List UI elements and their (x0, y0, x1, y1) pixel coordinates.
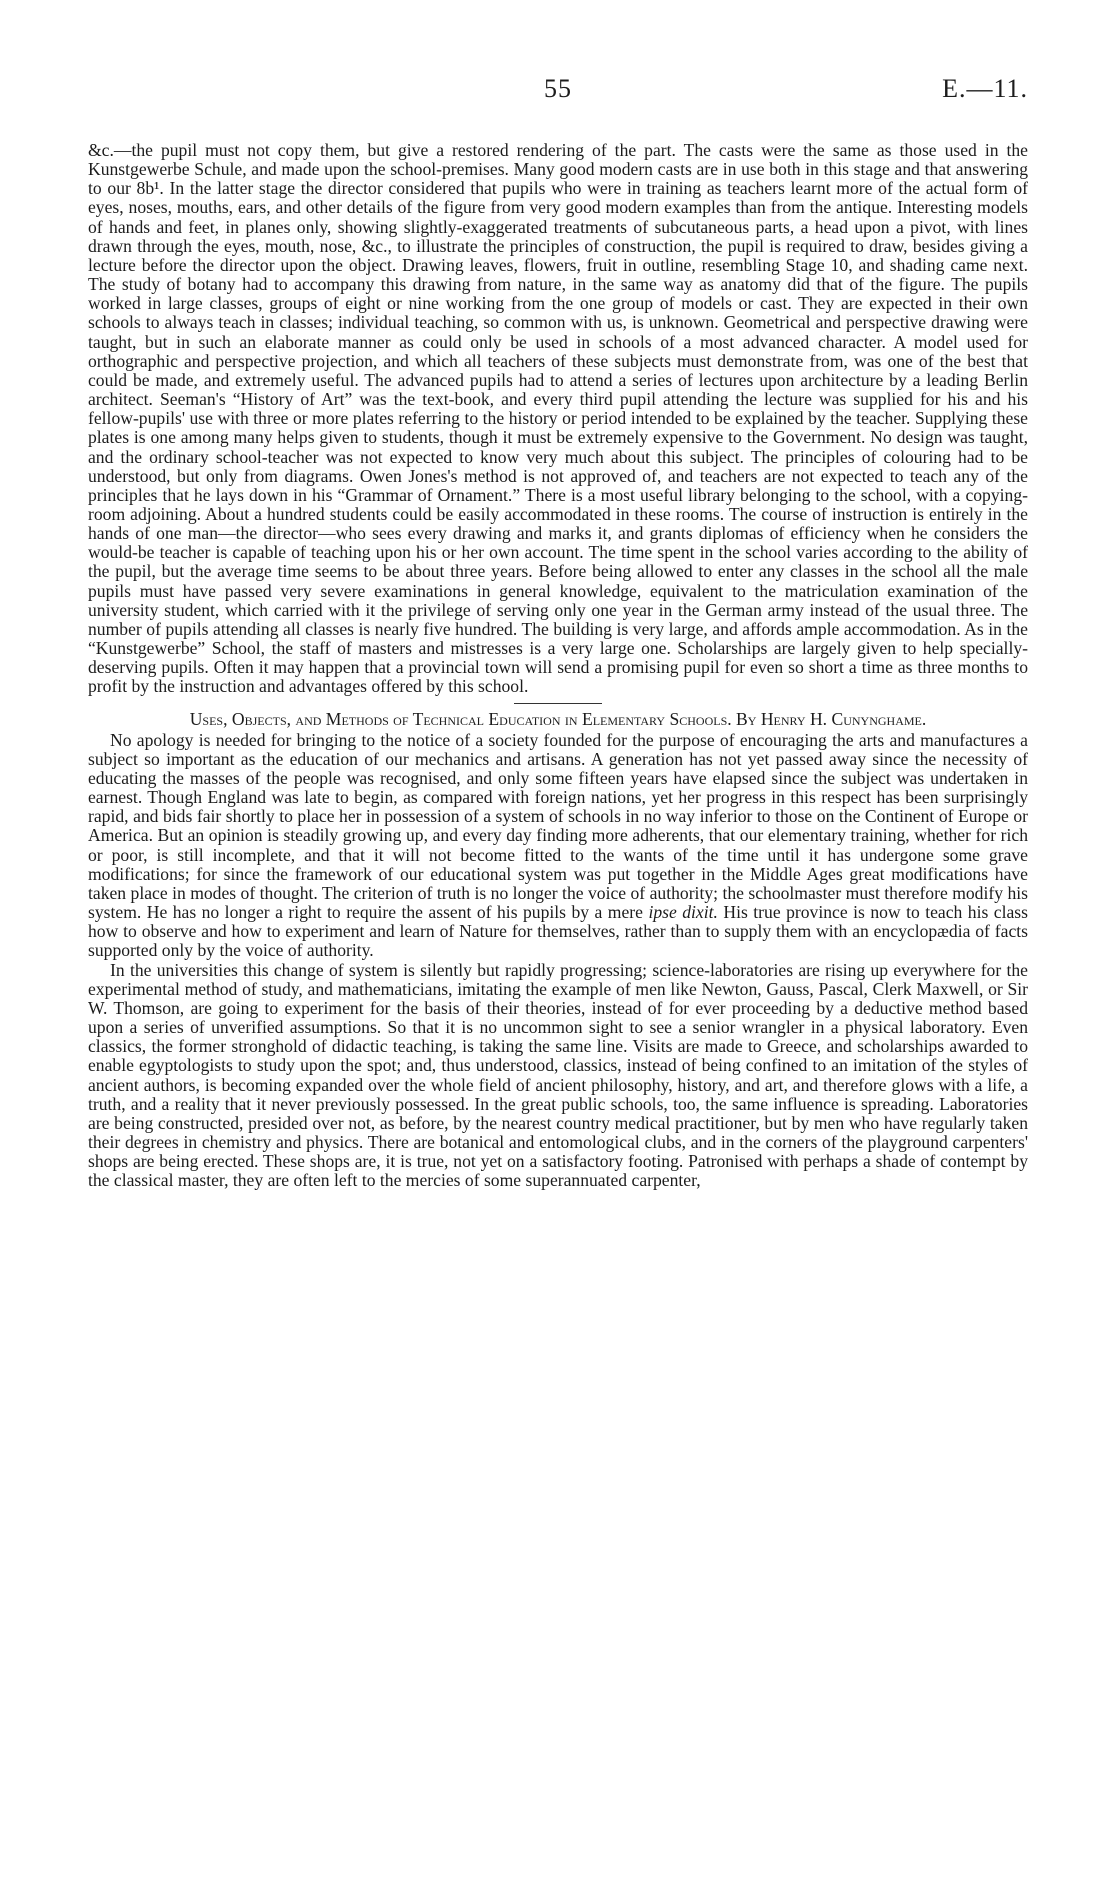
article-heading: Uses, Objects, and Methods of Technical Education in Elementary Schools. By Henry H. Cunynghame. (189, 708, 927, 729)
document-reference: E.—11. (942, 74, 1028, 103)
section-divider (514, 703, 602, 704)
body-text (88, 141, 1028, 1190)
running-head (88, 74, 1028, 108)
page-number: 55 (544, 74, 572, 103)
paragraph-1-text-b: His true province is now to teach his class how to observe and how to experiment and learn of Nature for themselves, rather than to supply them with an encyclopædia of facts supported only by the voice of authority. (88, 902, 1028, 961)
article-paragraph-1 (88, 731, 1028, 961)
article-paragraph-2: In the universities this change of system is silently but rapidly progressing; science-laboratories are rising up everywhere for the experimental method of study, and mathematicians, imitating the example of men like Newton, Gauss, Pascal, Clerk Maxwell, or Sir W. Thomson, are going to experiment for the basis of their theories, instead of for ever proceeding by a deductive method based upon a series of unverified assumptions. So that it is no uncommon sight to see a senior wrangler in a physical laboratory. Even classics, the former stronghold of didactic teaching, is taking the same line. Visits are made to Greece, and scholarships awarded to enable egyptologists to study upon the spot; and, thus understood, classics, instead of being confined to an imitation of the styles of ancient authors, is becoming expanded over the whole field of ancient philosophy, history, and art, and therefore glows with a life, a truth, and a reality that it never previously possessed. In the great public schools, too, the same influence is spreading. Laboratories are being constructed, presided over not, as before, by the nearest country medical practitioner, but by men who have regularly taken their degrees in chemistry and physics. There are botanical and entomological clubs, and in the corners of the playground carpenters' shops are being erected. These shops are, it is true, not yet on a satisfactory footing. Patronised with perhaps a shade of contempt by the classical master, they are often left to the mercies of some superannuated carpenter, (88, 959, 1028, 1191)
paragraph-1-text-a: No apology is needed for bringing to the notice of a society founded for the purpose of encouraging the arts and manufactures a subject so important as the education of our mechanics and artisans. A generation has not yet passed away since the necessity of educating the masses of the people was recognised, and only some fifteen years have elapsed since the subject was undertaken in earnest. Though England was late to begin, as compared with foreign nations, yet her progress in this respect has been surprisingly rapid, and bids fair shortly to place her in possession of a system of schools in no way inferior to those on the Continent of Europe or America. But an opinion is steadily growing up, and every day finding more adherents, that our elementary training, whether for rich or poor, is still incomplete, and that it will not become fitted to the wants of the time until it has undergone some grave modifications; for since the framework of our educational system was put together in the Middle Ages great modifications have taken place in modes of thought. The criterion of truth is no longer the voice of authority; the schoolmaster must therefore modify his system. He has no longer a right to require the assent of his pupils by a mere (88, 729, 1028, 923)
latin-phrase: ipse dixit. (648, 902, 718, 923)
continued-paragraph: &c.—the pupil must not copy them, but give a restored rendering of the part. The casts were the same as those used in the Kunstgewerbe Schule, and made upon the school-premises. Many good modern casts are in use both in this stage and that answering to our 8b¹. In the latter stage the director considered that pupils who were in training as teachers learnt more of the actual form of eyes, noses, mouths, ears, and other details of the figure from very good modern examples than from the antique. Interesting models of hands and feet, in planes only, showing slightly-exaggerated treatments of subcutaneous parts, a head upon a pivot, with lines drawn through the eyes, mouth, nose, &c., to illustrate the principles of construction, the pupil is required to draw, besides giving a lecture before the director upon the object. Drawing leaves, flowers, fruit in outline, resembling Stage 10, and shading came next. The study of botany had to accompany this drawing from nature, in the same way as anatomy did that of the figure. The pupils worked in large classes, groups of eight or nine working from the one group of models or cast. They are expected in their own schools to always teach in classes; individual teaching, so common with us, is unknown. Geometrical and perspective drawing were taught, but in such an elaborate manner as could only be used in schools of a most advanced character. A model used for orthographic and perspective projection, and which all teachers of these subjects must demonstrate from, was one of the best that could be made, and extremely useful. The advanced pupils had to attend a series of lectures upon architecture by a leading Berlin architect. Seeman's “History of Art” was the text-book, and every third pupil attending the lecture was supplied for his and his fellow-pupils' use with three or more plates referring to the history or period intended to be explained by the teacher. Supplying these plates is one among many helps given to students, though it must be extremely expensive to the Government. No design was taught, and the ordinary school-teacher was not expected to know very much about this subject. The principles of colouring had to be understood, but only from diagrams. Owen Jones's method is not approved of, and teachers are not expected to teach any of the principles that he lays down in his “Grammar of Ornament.” There is a most useful library belonging to the school, with a copying-room adjoining. About a hundred students could be easily accommodated in these rooms. The course of instruction is entirely in the hands of one man—the director—who sees every drawing and marks it, and grants diplomas of efficiency when he considers the would-be teacher is capable of teaching upon his or her own account. The time spent in the school varies according to the ability of the pupil, but the average time seems to be about three years. Before being allowed to enter any classes in the school all the male pupils must have passed very severe examinations in general knowledge, equivalent to the matriculation examination of the university student, which carried with it the privilege of serving only one year in the German army instead of the usual three. The number of pupils attending all classes is nearly five hundred. The building is very large, and affords ample accommodation. As in the “Kunstgewerbe” School, the staff of masters and mistresses is a very large one. Scholarships are largely given to help specially-deserving pupils. Often it may happen that a provincial town will send a promising pupil for even so short a time as three months to profit by the instruction and advantages offered by this school. (88, 140, 1028, 697)
